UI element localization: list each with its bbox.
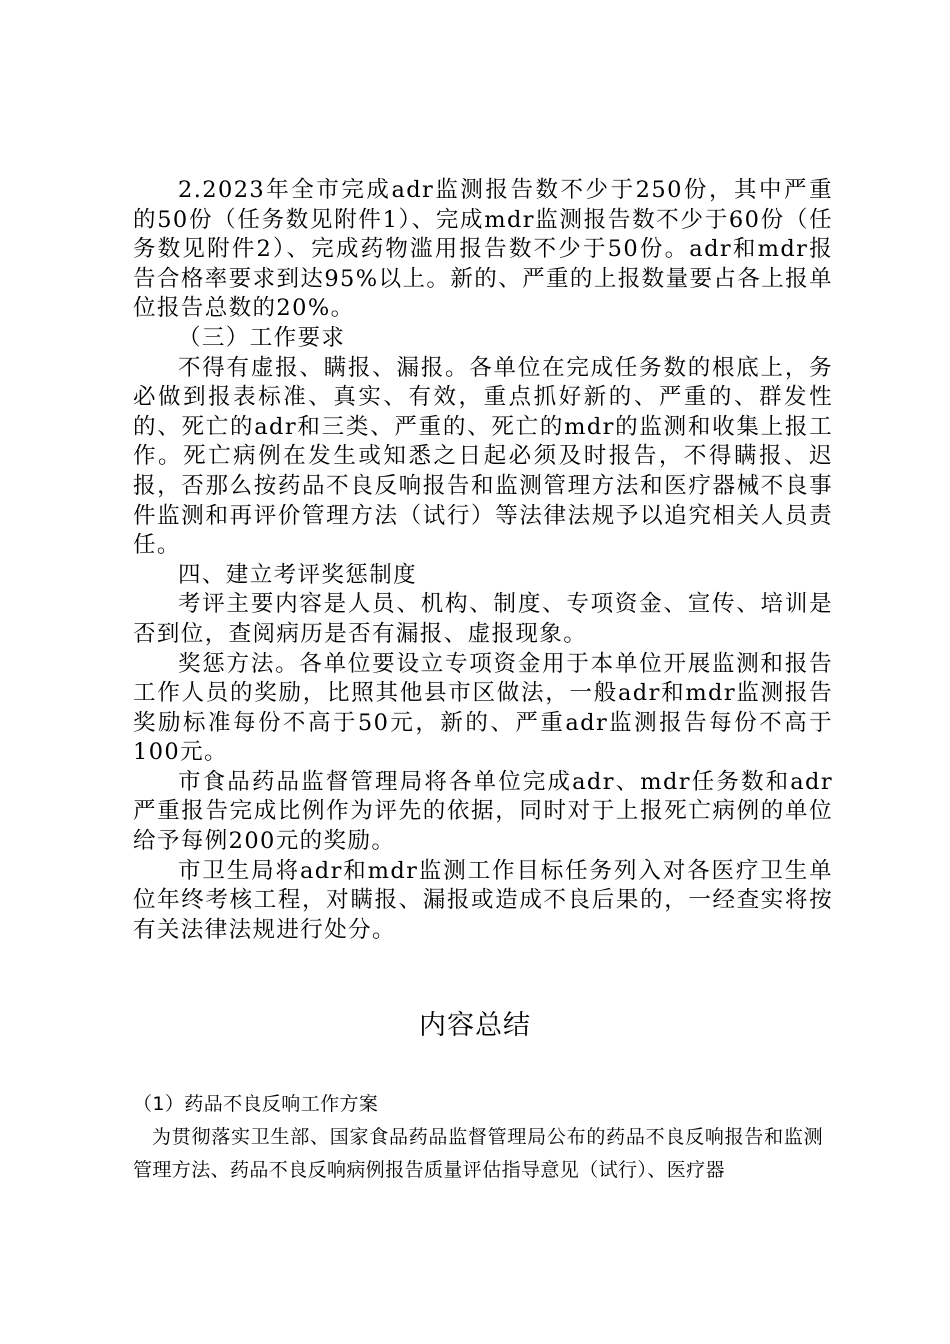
section-heading-evaluation-system: 四、建立考评奖惩制度 [178,561,418,588]
paragraph-monitoring-targets: 2.2023年全市完成adr监测报告数不少于250份，其中严重的50份（任务数见附件1）、完成mdr监测报告数不少于60份（任务数见附件2）、完成药物滥用报告数不少于50份。adr和mdr报告合格率要求到达95%以上。新的、严重的上报数量要占各上报单位报告总数的20%。 [133,177,833,322]
summary-item-heading: （1）药品不良反响工作方案 [133,1093,379,1115]
paragraph-no-false-reporting: 不得有虚报、瞒报、漏报。各单位在完成任务数的根底上，务必做到报表标准、真实、有效，重点抓好新的、严重的、群发性的、死亡的adr和三类、严重的、死亡的mdr的监测和收集上报工作。死亡病例在发生或知悉之日起必须及时报告，不得瞒报、迟报，否那么按药品不良反响报告和监测管理方法和医疗器械不良事件监测和再评价管理方法（试行）等法律法规予以追究相关人员责任。 [133,354,833,559]
section-heading-work-requirements: （三）工作要求 [178,324,346,351]
document-body [133,176,833,945]
paragraph-food-drug-bureau: 市食品药品监督管理局将各单位完成adr、mdr任务数和adr严重报告完成比例作为评先的依据，同时对于上报死亡病例的单位给予每例200元的奖励。 [133,768,833,855]
paragraph-health-bureau: 市卫生局将adr和mdr监测工作目标任务列入对各医疗卫生单位年终考核工程，对瞒报、漏报或造成不良后果的，一经查实将按有关法律法规进行处分。 [133,857,833,943]
summary-title: 内容总结 [419,1010,531,1041]
summary-section [133,1088,823,1187]
paragraph-evaluation-content: 考评主要内容是人员、机构、制度、专项资金、宣传、培训是否到位，查阅病历是否有漏报、虚报现象。 [133,591,833,647]
summary-item-text: 为贯彻落实卫生部、国家食品药品监督管理局公布的药品不良反响报告和监测管理方法、药品不良反响病例报告质量评估指导意见（试行）、医疗器 [133,1126,823,1181]
paragraph-reward-method: 奖惩方法。各单位要设立专项资金用于本单位开展监测和报告工作人员的奖励，比照其他县市区做法，一般adr和mdr监测报告奖励标准每份不高于50元，新的、严重adr监测报告每份不高于100元。 [133,650,833,766]
